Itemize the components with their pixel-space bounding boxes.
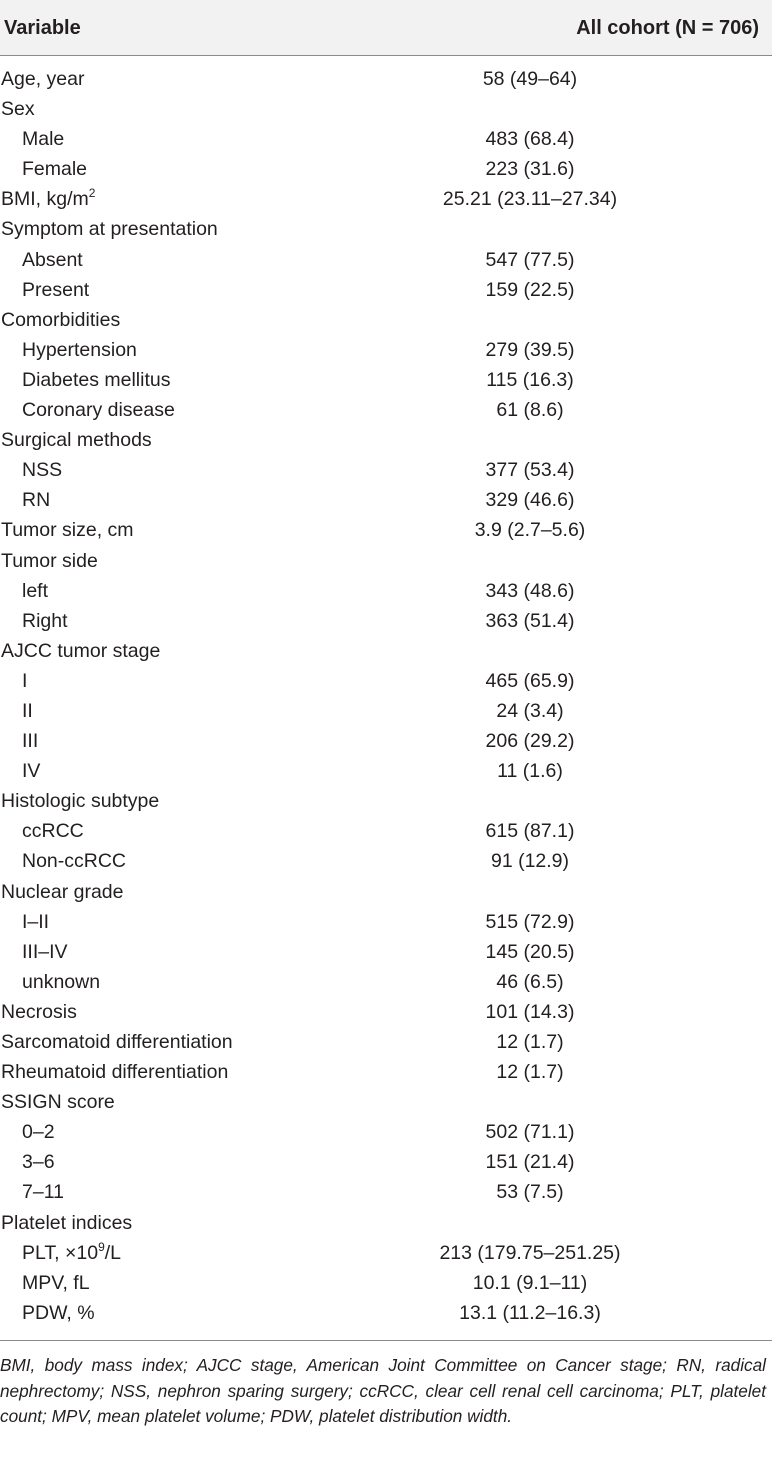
row-variable: [1, 877, 123, 907]
row-value: 515 (72.9): [485, 910, 575, 933]
row-variable-label: ccRCC: [22, 820, 84, 843]
table-row: [0, 1177, 772, 1207]
row-value: 206 (29.2): [485, 730, 575, 753]
row-variable-label: Rheumatoid differentiation: [1, 1061, 229, 1084]
table-row: [0, 214, 772, 244]
row-value: 547 (77.5): [485, 248, 575, 271]
row-variable-label: AJCC tumor stage: [1, 639, 161, 662]
row-value: 10.1 (9.1–11): [472, 1271, 588, 1294]
row-variable-label: Comorbidities: [1, 308, 121, 331]
row-variable-label: 0–2: [22, 1121, 55, 1144]
row-value: 502 (71.1): [485, 1121, 575, 1144]
row-value: 145 (20.5): [485, 940, 575, 963]
row-variable-label: Hypertension: [22, 338, 137, 361]
row-variable: [1, 1208, 132, 1238]
row-variable-label: Nuclear grade: [1, 880, 124, 903]
row-value: 25.21 (23.11–27.34): [442, 188, 618, 211]
row-variable-label: II: [22, 699, 33, 722]
table-row: [0, 1208, 772, 1238]
row-value: 343 (48.6): [485, 579, 575, 602]
row-variable-label: 3–6: [22, 1151, 55, 1174]
row-variable-label: IV: [22, 760, 41, 783]
table-row: [0, 877, 772, 907]
table-row: [0, 515, 772, 545]
row-variable-label: Coronary disease: [22, 399, 175, 422]
row-variable-superscript: 2: [88, 186, 96, 201]
row-variable-label: Sarcomatoid differentiation: [1, 1031, 233, 1053]
table-row: [0, 485, 772, 515]
row-variable-label: Female: [22, 158, 88, 181]
table-row: [0, 425, 772, 455]
table-header: [0, 0, 772, 56]
row-variable-label: PLT, ×10: [22, 1241, 99, 1264]
row-variable-label: Present: [22, 278, 90, 301]
row-variable: [1, 305, 120, 335]
row-variable-label: 7–11: [22, 1181, 64, 1204]
row-variable-label: I–II: [22, 910, 50, 933]
table-row: [0, 1117, 772, 1147]
table-row: [0, 726, 772, 756]
row-variable-label: SSIGN score: [1, 1091, 115, 1114]
row-value: 159 (22.5): [485, 278, 575, 301]
table-row: [0, 245, 772, 275]
table-row: [0, 937, 772, 967]
row-value: 151 (21.4): [485, 1151, 575, 1174]
table-row: [0, 154, 772, 184]
row-value: 465 (65.9): [485, 669, 575, 692]
row-variable-label: unknown: [22, 970, 101, 993]
row-value: 91 (12.9): [490, 850, 570, 873]
row-value: 12 (1.7): [496, 1061, 564, 1084]
table-row: [0, 275, 772, 305]
row-value: 329 (46.6): [485, 489, 575, 512]
row-variable-label: Male: [22, 128, 65, 151]
table-row: [0, 816, 772, 846]
table-row: [0, 1147, 772, 1177]
row-variable-label: Surgical methods: [1, 429, 152, 452]
row-value: 13.1 (11.2–16.3): [459, 1301, 601, 1324]
row-variable-label: III: [22, 730, 39, 753]
row-value: 24 (3.4): [496, 699, 564, 722]
row-value: 3.9 (2.7–5.6): [474, 519, 586, 542]
table-row: [0, 455, 772, 485]
row-value: 101 (14.3): [485, 1000, 575, 1023]
row-variable-label: MPV, fL: [22, 1271, 90, 1294]
table-footnote: BMI, body mass index; AJCC stage, American Joint Committee on Cancer stage; RN, radical nephrectomy; NSS, nephron sparing surgery; ccRCC, clear cell renal cell carcinoma; PLT, platelet count; MPV, mean platelet volume; PDW, platelet distribution width.: [0, 1355, 766, 1426]
row-value: 46 (6.5): [496, 970, 564, 993]
row-value: 12 (1.7): [496, 1031, 564, 1053]
row-variable-label: NSS: [22, 459, 63, 482]
row-value: 483 (68.4): [485, 128, 575, 151]
header-all-cohort: All cohort (N = 706): [576, 17, 759, 39]
table-row: [0, 997, 772, 1027]
row-value: 115 (16.3): [486, 368, 574, 391]
table-row: [0, 335, 772, 365]
table-row: [0, 907, 772, 937]
table-body: [0, 56, 772, 1328]
table-row: [0, 1268, 772, 1298]
table-row: [0, 756, 772, 786]
row-variable-label: Sex: [1, 98, 35, 121]
row-variable: [1, 546, 98, 576]
table-row: [0, 184, 772, 214]
table-row: [0, 786, 772, 816]
row-variable-suffix: /L: [104, 1241, 122, 1264]
table-row: [0, 606, 772, 636]
table-row: [0, 666, 772, 696]
row-variable-label: Absent: [22, 248, 83, 271]
table-row: [0, 696, 772, 726]
row-variable-label: left: [22, 579, 49, 602]
row-variable-superscript: 9: [98, 1239, 105, 1254]
row-variable-label: Tumor size, cm: [1, 519, 134, 542]
row-variable: [1, 786, 159, 816]
table-row: [0, 846, 772, 876]
row-variable-label: BMI, kg/m: [1, 188, 89, 211]
table-row: [0, 1057, 772, 1087]
row-value: 11 (1.6): [497, 760, 563, 783]
row-value: 377 (53.4): [485, 459, 575, 482]
table-row: [0, 546, 772, 576]
table-row: [0, 1238, 772, 1268]
row-variable-label: Histologic subtype: [1, 790, 160, 813]
row-variable-label: Non-ccRCC: [22, 850, 127, 873]
table-row: [0, 64, 772, 94]
table-row: [0, 124, 772, 154]
row-value: 615 (87.1): [485, 820, 575, 843]
header-variable: Variable: [4, 17, 81, 39]
row-variable-label: Diabetes mellitus: [22, 368, 171, 391]
table-row: [0, 967, 772, 997]
row-variable-label: Platelet indices: [1, 1211, 133, 1234]
row-variable-label: Age, year: [1, 68, 85, 90]
row-variable-label: RN: [22, 489, 51, 512]
table-row: [0, 305, 772, 335]
table-row: [0, 1027, 772, 1057]
row-value: 223 (31.6): [485, 158, 575, 181]
row-variable: [1, 214, 218, 244]
row-value: 213 (179.75–251.25): [439, 1241, 621, 1264]
table-row: [0, 94, 772, 124]
row-variable-label: Symptom at presentation: [1, 218, 218, 241]
table-row: [0, 576, 772, 606]
row-variable-label: Tumor side: [1, 549, 98, 572]
row-value: 58 (49–64): [482, 68, 578, 90]
table-row: [0, 1087, 772, 1117]
row-variable-label: III–IV: [22, 940, 68, 963]
row-value: 53 (7.5): [496, 1181, 564, 1204]
row-variable-label: I: [22, 669, 28, 692]
table-row: [0, 1298, 772, 1328]
table-row: [0, 395, 772, 425]
row-variable-label: Right: [22, 609, 68, 632]
row-variable: [1, 425, 152, 455]
table-row: [0, 365, 772, 395]
table-row: [0, 636, 772, 666]
row-variable: [1, 1087, 115, 1117]
row-value: 279 (39.5): [485, 338, 575, 361]
row-variable: [1, 94, 35, 124]
row-variable-label: Necrosis: [1, 1000, 77, 1023]
table-bottom-rule: [0, 1340, 772, 1341]
row-variable-label: PDW, %: [22, 1301, 95, 1324]
row-variable: [1, 636, 160, 666]
row-value: 363 (51.4): [485, 609, 575, 632]
row-value: 61 (8.6): [496, 399, 564, 422]
